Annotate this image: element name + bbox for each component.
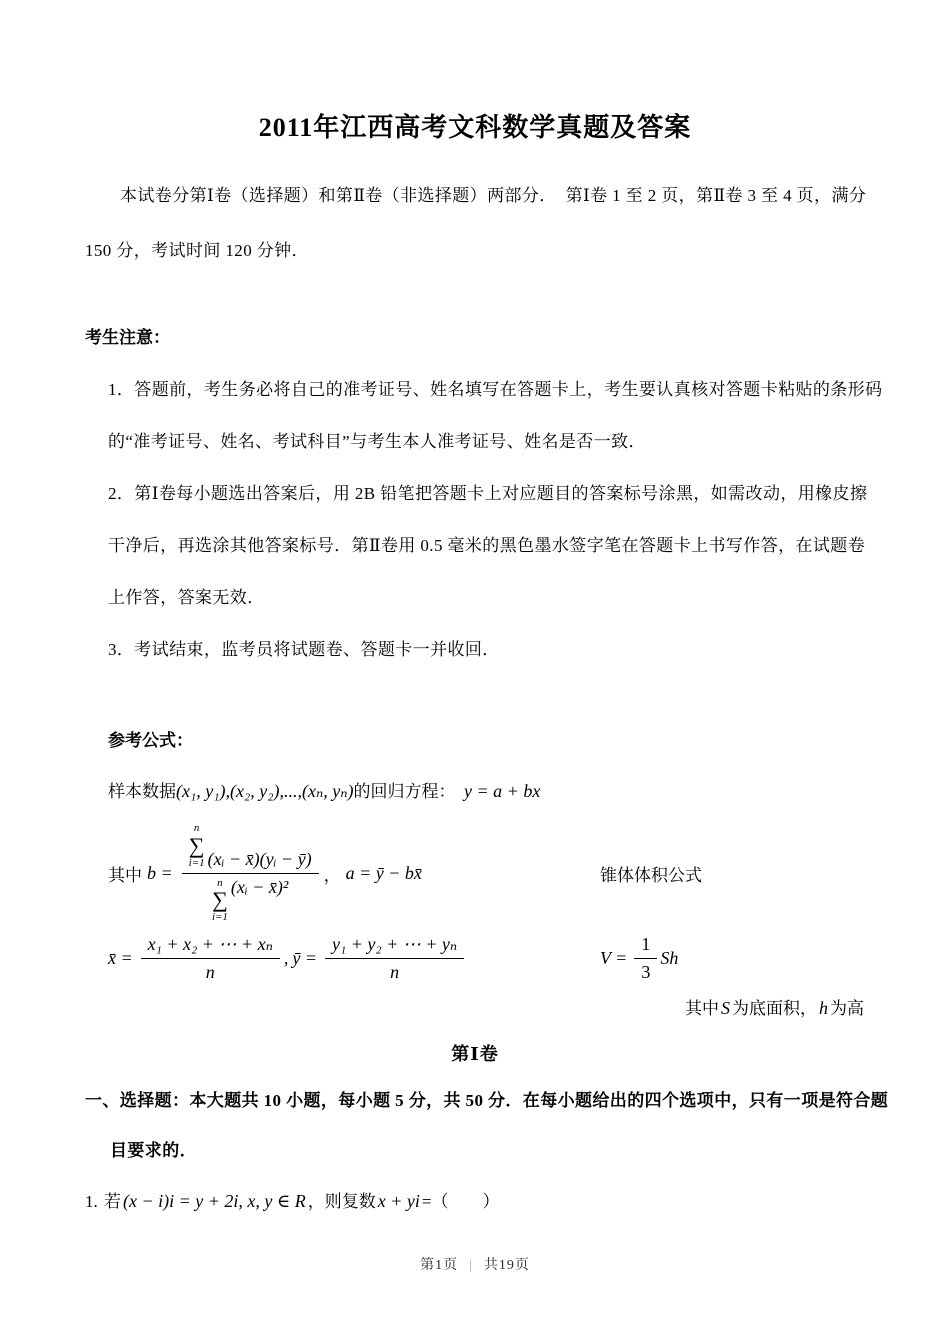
notice-item-3-line-1: 3．考试结束，监考员将试题卷、答题卡一并收回．	[108, 640, 500, 659]
footer-page-number: 第1页	[420, 1258, 459, 1273]
volume-denominator: 3	[641, 961, 651, 982]
b-denominator-expression: (xᵢ − x̄)²	[230, 876, 289, 897]
intro-line-1: 本试卷分第Ⅰ卷（选择题）和第Ⅱ卷（非选择题）两部分． 第Ⅰ卷 1 至 2 页，第Ⅱ卷 3 至 4 页，满分	[120, 186, 867, 205]
sum-icon	[189, 822, 205, 869]
mean-separator: ,	[283, 947, 289, 968]
question-1	[85, 1178, 865, 1225]
volume-note-text-1: 其中	[685, 999, 719, 1018]
sum-upper-limit: n	[217, 876, 223, 889]
ybar-fraction	[325, 934, 464, 983]
notice-item-3	[108, 624, 865, 676]
volume-note	[85, 989, 865, 1028]
question-1-math-2: x + yi	[377, 1191, 420, 1211]
sum-upper-limit: n	[193, 822, 200, 835]
b-fraction-numerator	[182, 822, 319, 873]
intro-paragraph	[85, 168, 865, 278]
volume-fraction	[634, 934, 657, 983]
b-formula-lhs: b =	[147, 862, 173, 883]
document-content	[85, 0, 889, 1225]
sigma-icon: ∑	[188, 832, 205, 858]
intro-line-2: 150 分，考试时间 120 分钟．	[85, 241, 309, 260]
regression-text-mid: 的回归方程：	[353, 782, 456, 801]
ybar-lhs: ȳ =	[292, 947, 317, 968]
notice-heading: 考生注意：	[85, 328, 170, 347]
instruction-line-1: 一、选择题：本大题共 10 小题，每小题 5 分，共 50 分．在每小题给出的四个选项中，只有一项是符合题	[85, 1091, 889, 1110]
notice-item-1	[108, 364, 883, 468]
notice-item-1-line-2: 的“准考证号、姓名、考试科目”与考生本人准考证号、姓名是否一致．	[108, 432, 646, 451]
b-formula-separator: ，	[323, 865, 341, 885]
ybar-numerator: y₁ + y₂ + ⋯ + yₙ	[325, 934, 464, 959]
notice-item-2	[108, 468, 868, 624]
volume-numerator: 1	[634, 934, 657, 959]
volume-note-text-3: 为高	[830, 999, 864, 1018]
b-formula-lead: 其中	[108, 865, 142, 885]
mean-formulas-row	[108, 929, 865, 987]
volume-formula	[600, 934, 681, 983]
choice-question-instruction	[85, 1076, 889, 1176]
xbar-lhs: x̄ =	[108, 947, 133, 968]
sigma-icon: ∑	[212, 887, 228, 913]
ybar-denominator: n	[390, 961, 400, 982]
a-equation: a = ȳ − bx̄	[345, 862, 422, 883]
volume-lhs: V =	[600, 947, 628, 968]
xbar-numerator: x₁ + x₂ + ⋯ + xₙ	[141, 934, 280, 959]
notice-item-2-line-1: 2．第Ⅰ卷每小题选出答案后，用 2B 铅笔把答题卡上对应题目的答案标号涂黑，如需改动，用橡皮擦	[108, 484, 868, 503]
regression-formula	[108, 766, 865, 817]
b-fraction	[182, 822, 319, 924]
xbar-denominator: n	[205, 961, 215, 982]
footer-total-pages: 共19页	[483, 1258, 530, 1273]
volume-rhs: Sh	[660, 947, 679, 968]
instruction-line-2: 目要求的．	[110, 1141, 197, 1160]
b-fraction-denominator	[205, 874, 295, 924]
xbar-fraction	[141, 934, 280, 983]
question-1-number: 1.	[85, 1192, 102, 1211]
regression-equation: y = a + bx	[464, 781, 541, 801]
volume-note-s-var: S	[721, 998, 730, 1018]
volume-note-text-2: 为底面积，	[732, 999, 817, 1018]
question-1-text-2: ，则复数	[307, 1192, 376, 1211]
question-1-text-1: 若	[104, 1192, 121, 1211]
question-1-math-1: (x − i)i = y + 2i, x, y ∈ R	[123, 1191, 306, 1211]
question-1-text-3: =（ ）	[421, 1192, 500, 1211]
sum-lower-limit: i=1	[188, 856, 205, 869]
formulas-heading: 参考公式：	[108, 731, 193, 750]
sum-icon	[212, 877, 228, 924]
notice-item-1-line-1: 1．答题前，考生务必将自己的准考证号、姓名填写在答题卡上，考生要认真核对答题卡粘贴的条形码	[108, 380, 883, 399]
notice-item-2-line-3: 上作答，答案无效．	[108, 588, 265, 607]
regression-text-prefix: 样本数据	[108, 782, 176, 801]
sum-lower-limit: i=1	[211, 911, 228, 924]
regression-points: (x₁, y₁),(x₂, y₂),...,(xₙ, yₙ)	[176, 781, 354, 801]
cone-volume-title: 锥体体积公式	[600, 865, 702, 885]
volume-note-h-var: h	[819, 998, 828, 1018]
page-footer	[0, 1254, 950, 1274]
footer-separator: |	[469, 1258, 473, 1273]
b-formula-row	[108, 817, 865, 929]
page-title: 2011年江西高考文科数学真题及答案	[258, 113, 692, 142]
b-numerator-expression: (xᵢ − x̄)(yᵢ − ȳ)	[207, 848, 312, 869]
notice-item-2-line-2: 干净后，再选涂其他答案标号．第Ⅱ卷用 0.5 毫米的黑色墨水签字笔在答题卡上书写作答，在试题卷	[108, 536, 866, 555]
section-1-heading: 第Ⅰ卷	[451, 1044, 499, 1064]
